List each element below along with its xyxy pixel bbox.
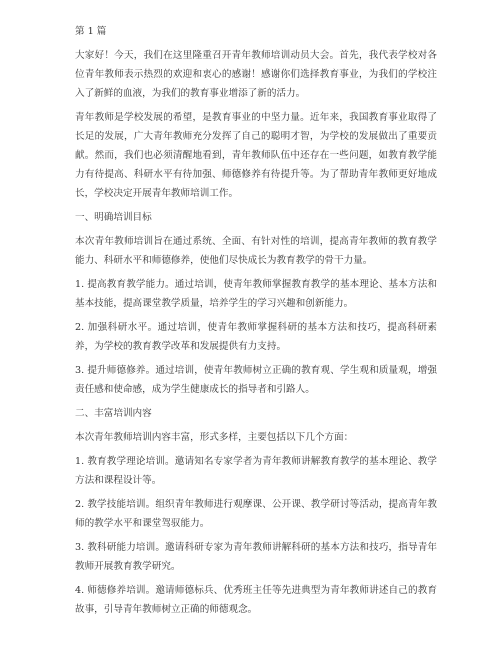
list-item: 1. 教育教学理论培训。邀请知名专家学者为青年教师讲解教育教学的基本理论、教学方法和课程设计等。 [75, 456, 437, 486]
section-heading-content: 二、丰富培训内容 [75, 408, 152, 419]
list-item: 1. 提高教育教学能力。通过培训，使青年教师掌握教育教学的基本理论、基本方法和基本技能，提高课堂教学质量，培养学生的学习兴趣和创新能力。 [75, 279, 437, 309]
section-heading-goals: 一、明确培训目标 [75, 212, 152, 223]
opening-paragraph: 大家好！今天，我们在这里隆重召开青年教师培训动员大会。首先，我代表学校对各位青年教师表示热烈的欢迎和衷心的感谢！感谢你们选择教育事业，为我们的学校注入了新鲜的血液，为我们的教育事业增添了新的活力。 [75, 50, 437, 99]
section-label: 第 1 篇 [75, 26, 107, 37]
document-page [75, 22, 437, 624]
body-paragraph: 青年教师是学校发展的希望，是教育事业的中坚力量。近年来，我国教育事业取得了长足的发展，广大青年教师充分发挥了自己的聪明才智，为学校的发展做出了重要贡献。然而，我们也必须清醒地看到，青年教师队伍中还存在一些问题，如教育教学能力有待提高、科研水平有待加强、师德修养有待提升等。为了帮助青年教师更好地成长，学校决定开展青年教师培训工作。 [75, 112, 437, 199]
list-item: 2. 教学技能培训。组织青年教师进行观摩课、公开课、教学研讨等活动，提高青年教师的教学水平和课堂驾驭能力。 [75, 499, 437, 529]
list-item: 3. 教科研能力培训。邀请科研专家为青年教师讲解科研的基本方法和技巧，指导青年教师开展教育教学研究。 [75, 542, 437, 572]
body-paragraph: 本次青年教师培训旨在通过系统、全面、有针对性的培训，提高青年教师的教育教学能力、科研水平和师德修养，使他们尽快成长为教育教学的骨干力量。 [75, 236, 437, 266]
list-item: 4. 师德修养培训。邀请师德标兵、优秀班主任等先进典型为青年教师讲述自己的教育故事，引导青年教师树立正确的师德观念。 [75, 585, 437, 615]
list-item: 2. 加强科研水平。通过培训，使青年教师掌握科研的基本方法和技巧，提高科研素养，为学校的教育教学改革和发展提供有力支持。 [75, 322, 437, 352]
body-paragraph: 本次青年教师培训内容丰富，形式多样，主要包括以下几个方面： [75, 432, 354, 443]
list-item: 3. 提升师德修养。通过培训，使青年教师树立正确的教育观、学生观和质量观，增强责任感和使命感，成为学生健康成长的指导者和引路人。 [75, 365, 437, 395]
